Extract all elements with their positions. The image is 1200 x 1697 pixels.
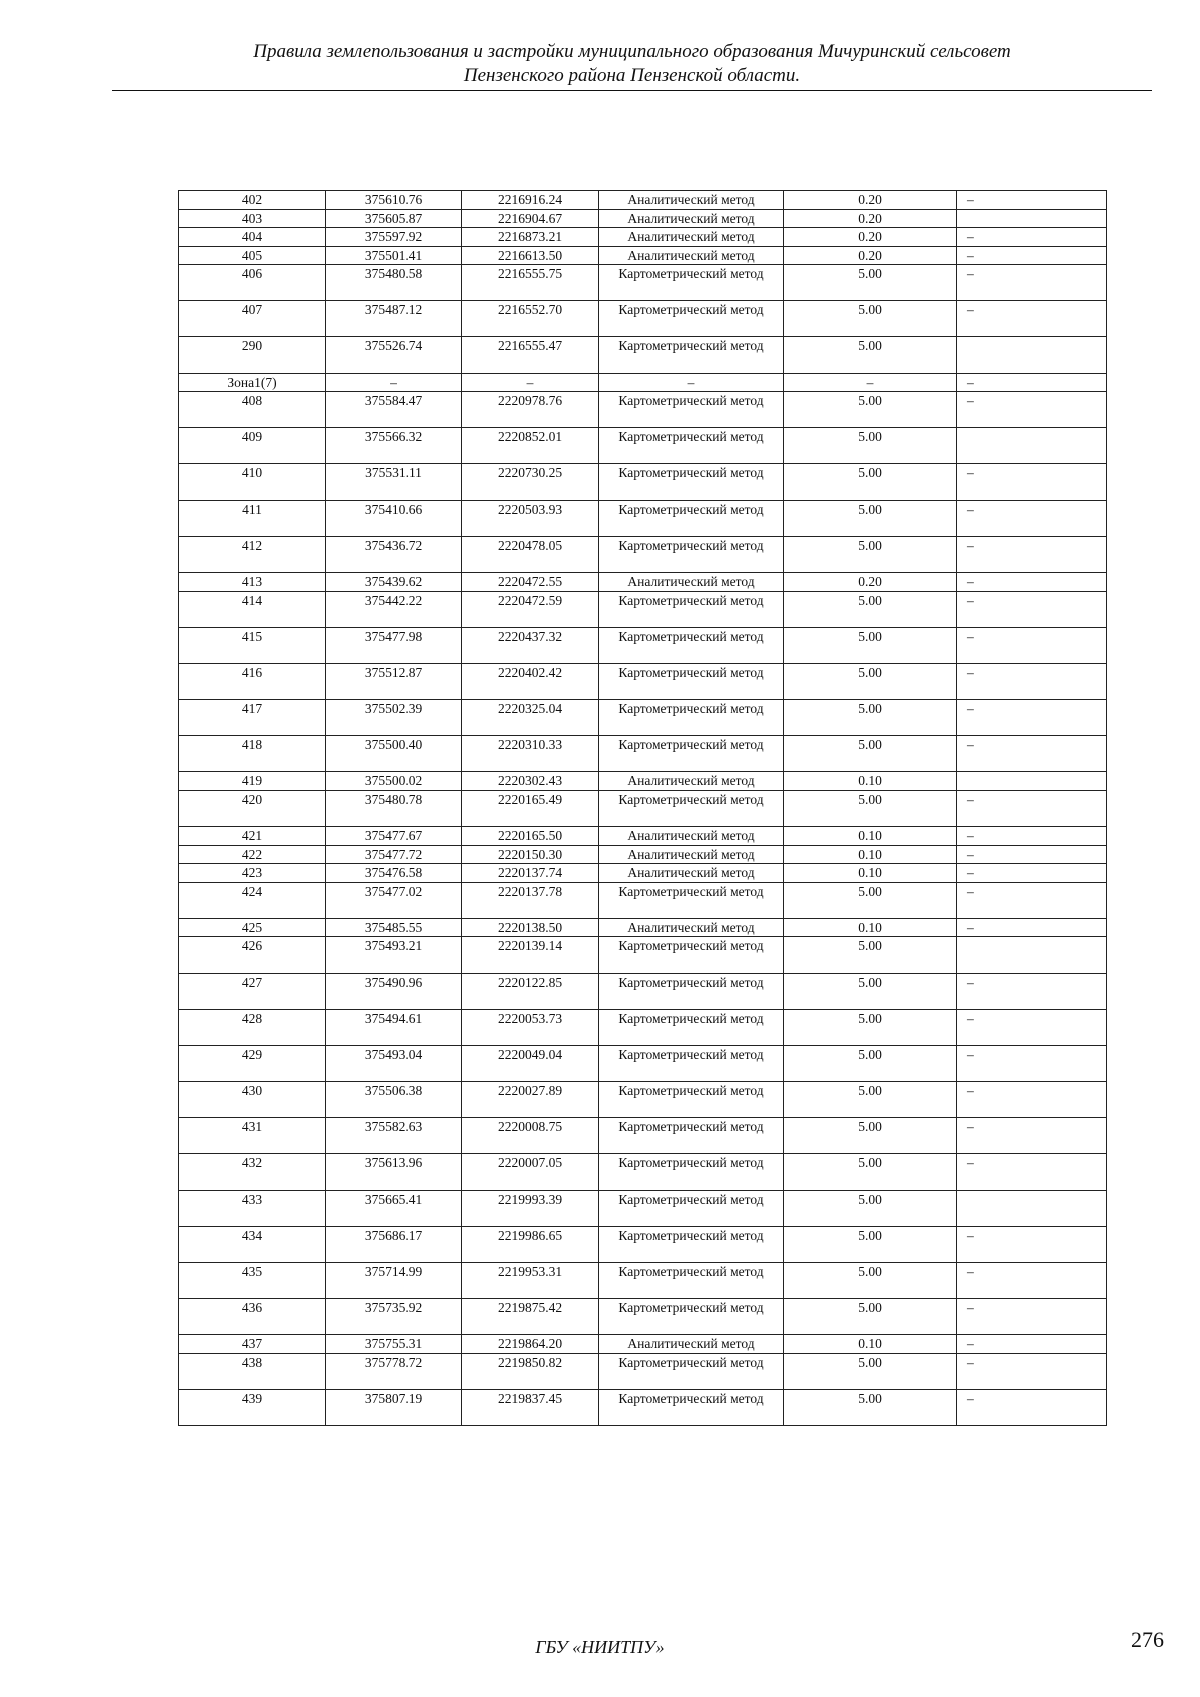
point-number-cell: 438: [179, 1353, 326, 1389]
accuracy-cell: 5.00: [784, 1299, 957, 1335]
accuracy-cell: 5.00: [784, 301, 957, 337]
note-cell: –: [957, 1082, 1107, 1118]
point-number-cell: 409: [179, 428, 326, 464]
note-cell: –: [957, 864, 1107, 883]
accuracy-cell: 5.00: [784, 973, 957, 1009]
accuracy-cell: 5.00: [784, 1009, 957, 1045]
method-cell: Картометрический метод: [599, 973, 784, 1009]
y-coordinate-cell: 2216916.24: [462, 191, 599, 210]
table-row: [179, 937, 1107, 973]
accuracy-cell: 0.20: [784, 191, 957, 210]
accuracy-cell: 5.00: [784, 1082, 957, 1118]
table-row: [179, 1190, 1107, 1226]
accuracy-cell: 0.20: [784, 228, 957, 247]
table-row: [179, 500, 1107, 536]
x-coordinate-cell: 375439.62: [326, 573, 462, 592]
note-cell: –: [957, 973, 1107, 1009]
note-cell: –: [957, 1226, 1107, 1262]
accuracy-cell: 0.10: [784, 827, 957, 846]
accuracy-cell: 0.10: [784, 772, 957, 791]
accuracy-cell: 5.00: [784, 627, 957, 663]
note-cell: –: [957, 1299, 1107, 1335]
accuracy-cell: 0.10: [784, 918, 957, 937]
table-row: [179, 1045, 1107, 1081]
accuracy-cell: 5.00: [784, 790, 957, 826]
method-cell: Картометрический метод: [599, 700, 784, 736]
note-cell: –: [957, 536, 1107, 572]
note-cell: –: [957, 228, 1107, 247]
note-cell: –: [957, 845, 1107, 864]
point-number-cell: 414: [179, 591, 326, 627]
accuracy-cell: 5.00: [784, 1118, 957, 1154]
point-number-cell: 428: [179, 1009, 326, 1045]
y-coordinate-cell: 2219993.39: [462, 1190, 599, 1226]
point-number-cell: 430: [179, 1082, 326, 1118]
method-cell: Аналитический метод: [599, 209, 784, 228]
method-cell: Картометрический метод: [599, 1190, 784, 1226]
note-cell: –: [957, 1335, 1107, 1354]
table-row: [179, 827, 1107, 846]
note-cell: [957, 772, 1107, 791]
table-row: [179, 337, 1107, 373]
table-row: [179, 373, 1107, 392]
x-coordinate-cell: 375531.11: [326, 464, 462, 500]
x-coordinate-cell: 375500.02: [326, 772, 462, 791]
note-cell: –: [957, 573, 1107, 592]
accuracy-cell: 5.00: [784, 937, 957, 973]
point-number-cell: 432: [179, 1154, 326, 1190]
x-coordinate-cell: 375442.22: [326, 591, 462, 627]
table-row: [179, 1226, 1107, 1262]
table-row: [179, 1082, 1107, 1118]
x-coordinate-cell: 375487.12: [326, 301, 462, 337]
accuracy-cell: 5.00: [784, 428, 957, 464]
table-row: [179, 973, 1107, 1009]
y-coordinate-cell: 2220027.89: [462, 1082, 599, 1118]
method-cell: Картометрический метод: [599, 937, 784, 973]
method-cell: Картометрический метод: [599, 627, 784, 663]
note-cell: –: [957, 1154, 1107, 1190]
accuracy-cell: 5.00: [784, 663, 957, 699]
accuracy-cell: 5.00: [784, 1263, 957, 1299]
method-cell: Картометрический метод: [599, 790, 784, 826]
point-number-cell: 411: [179, 500, 326, 536]
method-cell: Картометрический метод: [599, 1263, 784, 1299]
y-coordinate-cell: 2220437.32: [462, 627, 599, 663]
method-cell: Картометрический метод: [599, 1299, 784, 1335]
y-coordinate-cell: 2220007.05: [462, 1154, 599, 1190]
table-row: [179, 1390, 1107, 1426]
point-number-cell: 429: [179, 1045, 326, 1081]
note-cell: –: [957, 882, 1107, 918]
point-number-cell: 417: [179, 700, 326, 736]
method-cell: Картометрический метод: [599, 663, 784, 699]
point-number-cell: Зона1(7): [179, 373, 326, 392]
y-coordinate-cell: 2220503.93: [462, 500, 599, 536]
x-coordinate-cell: 375526.74: [326, 337, 462, 373]
accuracy-cell: 5.00: [784, 1226, 957, 1262]
method-cell: Картометрический метод: [599, 1082, 784, 1118]
x-coordinate-cell: 375605.87: [326, 209, 462, 228]
table-row: [179, 191, 1107, 210]
note-cell: –: [957, 627, 1107, 663]
y-coordinate-cell: 2219953.31: [462, 1263, 599, 1299]
method-cell: Аналитический метод: [599, 845, 784, 864]
accuracy-cell: 5.00: [784, 337, 957, 373]
x-coordinate-cell: 375735.92: [326, 1299, 462, 1335]
table-row: [179, 265, 1107, 301]
y-coordinate-cell: 2220302.43: [462, 772, 599, 791]
y-coordinate-cell: 2216552.70: [462, 301, 599, 337]
accuracy-cell: 5.00: [784, 736, 957, 772]
note-cell: –: [957, 191, 1107, 210]
y-coordinate-cell: 2220852.01: [462, 428, 599, 464]
y-coordinate-cell: 2220139.14: [462, 937, 599, 973]
table-row: [179, 464, 1107, 500]
y-coordinate-cell: 2220402.42: [462, 663, 599, 699]
y-coordinate-cell: 2220730.25: [462, 464, 599, 500]
table-row: [179, 736, 1107, 772]
accuracy-cell: 0.20: [784, 209, 957, 228]
method-cell: Аналитический метод: [599, 827, 784, 846]
y-coordinate-cell: 2220165.50: [462, 827, 599, 846]
method-cell: Картометрический метод: [599, 736, 784, 772]
x-coordinate-cell: 375493.21: [326, 937, 462, 973]
point-number-cell: 427: [179, 973, 326, 1009]
x-coordinate-cell: 375477.02: [326, 882, 462, 918]
point-number-cell: 426: [179, 937, 326, 973]
y-coordinate-cell: 2219864.20: [462, 1335, 599, 1354]
x-coordinate-cell: 375686.17: [326, 1226, 462, 1262]
note-cell: –: [957, 700, 1107, 736]
note-cell: –: [957, 1390, 1107, 1426]
method-cell: Картометрический метод: [599, 392, 784, 428]
note-cell: –: [957, 500, 1107, 536]
method-cell: Картометрический метод: [599, 882, 784, 918]
note-cell: –: [957, 1118, 1107, 1154]
y-coordinate-cell: 2216873.21: [462, 228, 599, 247]
point-number-cell: 431: [179, 1118, 326, 1154]
x-coordinate-cell: 375778.72: [326, 1353, 462, 1389]
note-cell: –: [957, 827, 1107, 846]
note-cell: –: [957, 246, 1107, 265]
x-coordinate-cell: 375502.39: [326, 700, 462, 736]
y-coordinate-cell: 2216613.50: [462, 246, 599, 265]
point-number-cell: 410: [179, 464, 326, 500]
y-coordinate-cell: 2220008.75: [462, 1118, 599, 1154]
y-coordinate-cell: 2220325.04: [462, 700, 599, 736]
accuracy-cell: 0.10: [784, 1335, 957, 1354]
accuracy-cell: –: [784, 373, 957, 392]
table-row: [179, 918, 1107, 937]
method-cell: Картометрический метод: [599, 1154, 784, 1190]
table-row: [179, 591, 1107, 627]
note-cell: –: [957, 373, 1107, 392]
x-coordinate-cell: –: [326, 373, 462, 392]
x-coordinate-cell: 375597.92: [326, 228, 462, 247]
x-coordinate-cell: 375613.96: [326, 1154, 462, 1190]
x-coordinate-cell: 375584.47: [326, 392, 462, 428]
method-cell: Картометрический метод: [599, 1045, 784, 1081]
method-cell: Картометрический метод: [599, 536, 784, 572]
note-cell: –: [957, 663, 1107, 699]
y-coordinate-cell: 2216555.47: [462, 337, 599, 373]
x-coordinate-cell: 375755.31: [326, 1335, 462, 1354]
point-number-cell: 425: [179, 918, 326, 937]
table-row: [179, 1353, 1107, 1389]
table-row: [179, 228, 1107, 247]
y-coordinate-cell: 2220165.49: [462, 790, 599, 826]
method-cell: Аналитический метод: [599, 864, 784, 883]
method-cell: Картометрический метод: [599, 1390, 784, 1426]
y-coordinate-cell: 2220478.05: [462, 536, 599, 572]
method-cell: Картометрический метод: [599, 1009, 784, 1045]
point-number-cell: 405: [179, 246, 326, 265]
y-coordinate-cell: –: [462, 373, 599, 392]
note-cell: [957, 337, 1107, 373]
note-cell: –: [957, 464, 1107, 500]
y-coordinate-cell: 2216555.75: [462, 265, 599, 301]
note-cell: [957, 937, 1107, 973]
method-cell: Аналитический метод: [599, 246, 784, 265]
accuracy-cell: 5.00: [784, 392, 957, 428]
x-coordinate-cell: 375807.19: [326, 1390, 462, 1426]
method-cell: Картометрический метод: [599, 500, 784, 536]
accuracy-cell: 0.20: [784, 573, 957, 592]
note-cell: –: [957, 918, 1107, 937]
method-cell: Аналитический метод: [599, 191, 784, 210]
header-rule: [112, 90, 1152, 91]
x-coordinate-cell: 375436.72: [326, 536, 462, 572]
x-coordinate-cell: 375506.38: [326, 1082, 462, 1118]
y-coordinate-cell: 2220053.73: [462, 1009, 599, 1045]
note-cell: [957, 1190, 1107, 1226]
y-coordinate-cell: 2220310.33: [462, 736, 599, 772]
note-cell: –: [957, 1045, 1107, 1081]
table-row: [179, 882, 1107, 918]
x-coordinate-cell: 375500.40: [326, 736, 462, 772]
table-row: [179, 301, 1107, 337]
table-row: [179, 428, 1107, 464]
method-cell: Аналитический метод: [599, 918, 784, 937]
table-row: [179, 772, 1107, 791]
accuracy-cell: 5.00: [784, 536, 957, 572]
table-row: [179, 392, 1107, 428]
x-coordinate-cell: 375665.41: [326, 1190, 462, 1226]
y-coordinate-cell: 2220122.85: [462, 973, 599, 1009]
note-cell: –: [957, 301, 1107, 337]
x-coordinate-cell: 375494.61: [326, 1009, 462, 1045]
coordinates-table-body: [179, 191, 1107, 1426]
point-number-cell: 422: [179, 845, 326, 864]
y-coordinate-cell: 2220472.55: [462, 573, 599, 592]
table-row: [179, 845, 1107, 864]
note-cell: –: [957, 1263, 1107, 1299]
x-coordinate-cell: 375501.41: [326, 246, 462, 265]
accuracy-cell: 5.00: [784, 1154, 957, 1190]
method-cell: Аналитический метод: [599, 573, 784, 592]
accuracy-cell: 5.00: [784, 1353, 957, 1389]
note-cell: –: [957, 1009, 1107, 1045]
point-number-cell: 408: [179, 392, 326, 428]
accuracy-cell: 5.00: [784, 500, 957, 536]
table-row: [179, 1118, 1107, 1154]
method-cell: Аналитический метод: [599, 1335, 784, 1354]
x-coordinate-cell: 375410.66: [326, 500, 462, 536]
method-cell: Картометрический метод: [599, 428, 784, 464]
x-coordinate-cell: 375566.32: [326, 428, 462, 464]
x-coordinate-cell: 375477.67: [326, 827, 462, 846]
note-cell: [957, 209, 1107, 228]
point-number-cell: 416: [179, 663, 326, 699]
accuracy-cell: 5.00: [784, 464, 957, 500]
table-row: [179, 1335, 1107, 1354]
table-row: [179, 1009, 1107, 1045]
point-number-cell: 420: [179, 790, 326, 826]
note-cell: –: [957, 265, 1107, 301]
point-number-cell: 436: [179, 1299, 326, 1335]
y-coordinate-cell: 2220150.30: [462, 845, 599, 864]
point-number-cell: 424: [179, 882, 326, 918]
point-number-cell: 403: [179, 209, 326, 228]
point-number-cell: 413: [179, 573, 326, 592]
point-number-cell: 437: [179, 1335, 326, 1354]
x-coordinate-cell: 375476.58: [326, 864, 462, 883]
point-number-cell: 418: [179, 736, 326, 772]
method-cell: –: [599, 373, 784, 392]
table-row: [179, 209, 1107, 228]
table-row: [179, 1263, 1107, 1299]
note-cell: [957, 428, 1107, 464]
x-coordinate-cell: 375485.55: [326, 918, 462, 937]
x-coordinate-cell: 375493.04: [326, 1045, 462, 1081]
y-coordinate-cell: 2220472.59: [462, 591, 599, 627]
method-cell: Картометрический метод: [599, 1118, 784, 1154]
header-line-2: Пензенского района Пензенской области.: [463, 65, 801, 86]
accuracy-cell: 5.00: [784, 1045, 957, 1081]
table-row: [179, 663, 1107, 699]
y-coordinate-cell: 2220137.78: [462, 882, 599, 918]
method-cell: Картометрический метод: [599, 1353, 784, 1389]
note-cell: –: [957, 392, 1107, 428]
accuracy-cell: 5.00: [784, 882, 957, 918]
method-cell: Картометрический метод: [599, 301, 784, 337]
method-cell: Картометрический метод: [599, 464, 784, 500]
y-coordinate-cell: 2219986.65: [462, 1226, 599, 1262]
table-row: [179, 864, 1107, 883]
point-number-cell: 419: [179, 772, 326, 791]
table-row: [179, 790, 1107, 826]
accuracy-cell: 5.00: [784, 1190, 957, 1226]
point-number-cell: 433: [179, 1190, 326, 1226]
point-number-cell: 423: [179, 864, 326, 883]
point-number-cell: 412: [179, 536, 326, 572]
accuracy-cell: 5.00: [784, 1390, 957, 1426]
point-number-cell: 402: [179, 191, 326, 210]
y-coordinate-cell: 2219837.45: [462, 1390, 599, 1426]
note-cell: –: [957, 591, 1107, 627]
page-number: 276: [1131, 1627, 1164, 1652]
x-coordinate-cell: 375477.72: [326, 845, 462, 864]
table-row: [179, 573, 1107, 592]
x-coordinate-cell: 375582.63: [326, 1118, 462, 1154]
table-row: [179, 536, 1107, 572]
method-cell: Аналитический метод: [599, 228, 784, 247]
y-coordinate-cell: 2219850.82: [462, 1353, 599, 1389]
method-cell: Картометрический метод: [599, 265, 784, 301]
footer-org: ГБУ «НИИТПУ»: [535, 1637, 665, 1657]
accuracy-cell: 5.00: [784, 591, 957, 627]
method-cell: Картометрический метод: [599, 591, 784, 627]
header-line-1: Правила землепользования и застройки муниципального образования Мичуринский сельсовет: [253, 41, 1011, 62]
y-coordinate-cell: 2220049.04: [462, 1045, 599, 1081]
x-coordinate-cell: 375480.78: [326, 790, 462, 826]
point-number-cell: 407: [179, 301, 326, 337]
table-row: [179, 1299, 1107, 1335]
point-number-cell: 434: [179, 1226, 326, 1262]
y-coordinate-cell: 2220138.50: [462, 918, 599, 937]
y-coordinate-cell: 2219875.42: [462, 1299, 599, 1335]
accuracy-cell: 0.10: [784, 845, 957, 864]
table-row: [179, 1154, 1107, 1190]
note-cell: –: [957, 736, 1107, 772]
page-header: [112, 40, 1152, 88]
point-number-cell: 421: [179, 827, 326, 846]
table-row: [179, 700, 1107, 736]
note-cell: –: [957, 1353, 1107, 1389]
note-cell: –: [957, 790, 1107, 826]
point-number-cell: 439: [179, 1390, 326, 1426]
y-coordinate-cell: 2220978.76: [462, 392, 599, 428]
x-coordinate-cell: 375512.87: [326, 663, 462, 699]
method-cell: Картометрический метод: [599, 337, 784, 373]
y-coordinate-cell: 2220137.74: [462, 864, 599, 883]
accuracy-cell: 0.20: [784, 246, 957, 265]
x-coordinate-cell: 375480.58: [326, 265, 462, 301]
accuracy-cell: 5.00: [784, 700, 957, 736]
y-coordinate-cell: 2216904.67: [462, 209, 599, 228]
accuracy-cell: 0.10: [784, 864, 957, 883]
coordinates-table: [178, 190, 1107, 1426]
x-coordinate-cell: 375610.76: [326, 191, 462, 210]
point-number-cell: 404: [179, 228, 326, 247]
method-cell: Картометрический метод: [599, 1226, 784, 1262]
table-row: [179, 627, 1107, 663]
x-coordinate-cell: 375714.99: [326, 1263, 462, 1299]
x-coordinate-cell: 375490.96: [326, 973, 462, 1009]
table-row: [179, 246, 1107, 265]
point-number-cell: 435: [179, 1263, 326, 1299]
point-number-cell: 290: [179, 337, 326, 373]
accuracy-cell: 5.00: [784, 265, 957, 301]
point-number-cell: 406: [179, 265, 326, 301]
point-number-cell: 415: [179, 627, 326, 663]
method-cell: Аналитический метод: [599, 772, 784, 791]
x-coordinate-cell: 375477.98: [326, 627, 462, 663]
